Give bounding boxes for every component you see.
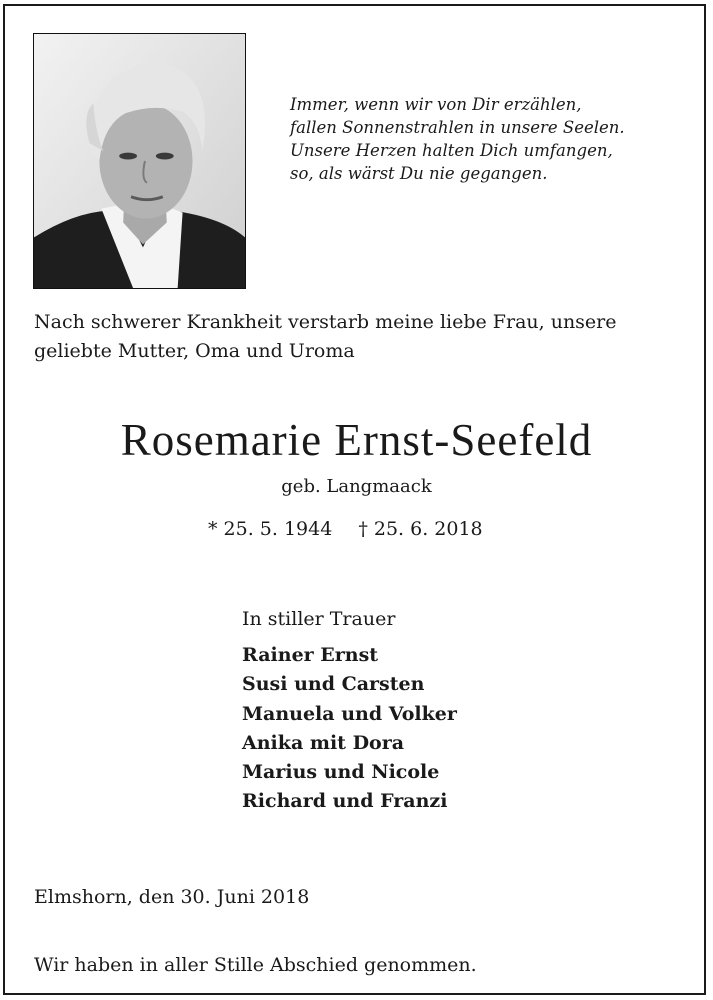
- family-member: Anika mit Dora: [242, 731, 405, 754]
- poem-line: Immer, wenn wir von Dir erzählen,: [290, 95, 582, 114]
- family-member: Susi und Carsten: [242, 673, 425, 696]
- farewell-note: Wir haben in aller Stille Abschied genommen.: [34, 954, 477, 976]
- family-member: Richard und Franzi: [242, 790, 448, 813]
- portrait-photo: [33, 33, 246, 289]
- deceased-name: Rosemarie Ernst-Seefeld: [120, 415, 593, 465]
- life-dates: [208, 515, 508, 543]
- poem-line: fallen Sonnenstrahlen in unsere Seelen.: [290, 118, 625, 137]
- poem-line: Unsere Herzen halten Dich umfangen,: [290, 141, 613, 160]
- maiden-name: geb. Langmaack: [281, 476, 432, 497]
- birth-date: * 25. 5. 1944: [208, 518, 333, 540]
- family-member: Marius und Nicole: [242, 761, 440, 784]
- family-member: Manuela und Volker: [242, 702, 457, 725]
- mourning-label: In stiller Trauer: [242, 608, 396, 630]
- intro-line: Nach schwerer Krankheit verstarb meine liebe Frau, unsere: [34, 311, 617, 333]
- intro-text: [34, 308, 694, 366]
- intro-line: geliebte Mutter, Oma und Uroma: [34, 340, 355, 362]
- place-and-date: Elmshorn, den 30. Juni 2018: [34, 886, 310, 908]
- memorial-poem: [290, 93, 700, 185]
- poem-line: so, als wärst Du nie gegangen.: [290, 164, 548, 183]
- family-member: Rainer Ernst: [242, 644, 379, 666]
- family-list: [242, 641, 457, 817]
- death-date: † 25. 6. 2018: [358, 518, 483, 540]
